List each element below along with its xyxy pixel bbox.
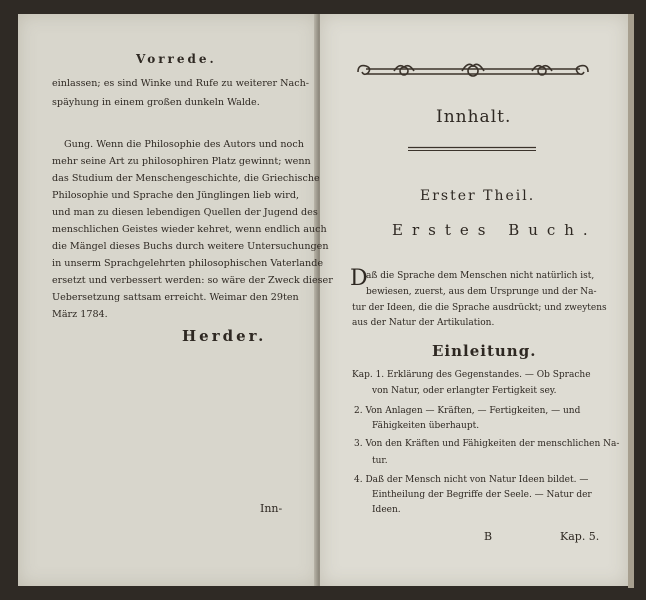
toc-entry: 4. Daß der Mensch nicht von Natur Ideen bildet. — xyxy=(354,475,589,485)
catchword: Kap. 5. xyxy=(560,530,600,543)
catchword: Inn- xyxy=(260,502,283,515)
author-signature: Herder. xyxy=(182,327,267,345)
text-line: menschlichen Geistes wieder kehret, wenn endlich auch xyxy=(52,224,327,235)
text-line: späyhung in einem großen dunkeln Walde. xyxy=(52,97,260,108)
toc-entry: Fähigkeiten überhaupt. xyxy=(372,421,480,431)
text-line: und man zu diesen lebendigen Quellen der Jugend des xyxy=(52,207,318,218)
intro-line: bewiesen, zuerst, aus dem Ursprunge und der Na- xyxy=(366,287,597,297)
running-head: Vorrede. xyxy=(136,52,217,66)
page-edge xyxy=(628,14,634,588)
text-line: ersetzt und verbessert werden: so wäre der Zweck dieser xyxy=(52,275,333,286)
decorative-ornament-icon xyxy=(354,60,592,82)
text-line: Philosophie und Sprache den Jünglingen lieb wird, xyxy=(52,190,300,201)
text-line: einlassen; es sind Winke und Rufe zu weiterer Nach- xyxy=(52,78,309,89)
toc-entry: Eintheilung der Begriffe der Seele. — Natur der xyxy=(372,490,592,500)
toc-entry: tur. xyxy=(372,456,388,466)
book-heading: Erstes Buch. xyxy=(392,221,597,239)
text-line: Gung. Wenn die Philosophie des Autors und noch xyxy=(64,139,304,150)
text-line: in unserm Sprachgelehrten philosophischen Vaterlande xyxy=(52,258,324,269)
section-heading: Einleitung. xyxy=(432,342,537,360)
right-page xyxy=(320,14,628,586)
text-line: Uebersetzung sattsam erreicht. Weimar den 29ten xyxy=(52,292,299,303)
toc-entry: von Natur, oder erlangter Fertigkeit sey. xyxy=(372,386,557,396)
toc-entry: 3. Von den Kräften und Fähigkeiten der menschlichen Na- xyxy=(354,439,620,449)
text-line: mehr seine Art zu philosophiren Platz gewinnt; wenn xyxy=(52,156,311,167)
double-rule xyxy=(408,146,536,152)
text-line: März 1784. xyxy=(52,309,108,320)
toc-entry: Ideen. xyxy=(372,505,401,515)
toc-entry: 2. Von Anlagen — Kräften, — Fertigkeiten, — und xyxy=(354,406,581,416)
intro-line: aß die Sprache dem Menschen nicht natürlich ist, xyxy=(366,271,595,281)
text-line: die Mängel dieses Buchs durch weitere Untersuchungen xyxy=(52,241,329,252)
intro-line: tur der Ideen, die die Sprache ausdrückt; und zweytens xyxy=(352,303,607,313)
page-title: Innhalt. xyxy=(436,107,512,127)
signature-mark: B xyxy=(484,530,493,543)
text-line: das Studium der Menschengeschichte, die Griechische xyxy=(52,173,320,184)
toc-entry: Kap. 1. Erklärung des Gegenstandes. — Ob Sprache xyxy=(352,370,591,380)
part-heading: Erster Theil. xyxy=(420,188,536,204)
intro-line: aus der Natur der Artikulation. xyxy=(352,318,495,328)
drop-cap: D xyxy=(350,266,368,291)
